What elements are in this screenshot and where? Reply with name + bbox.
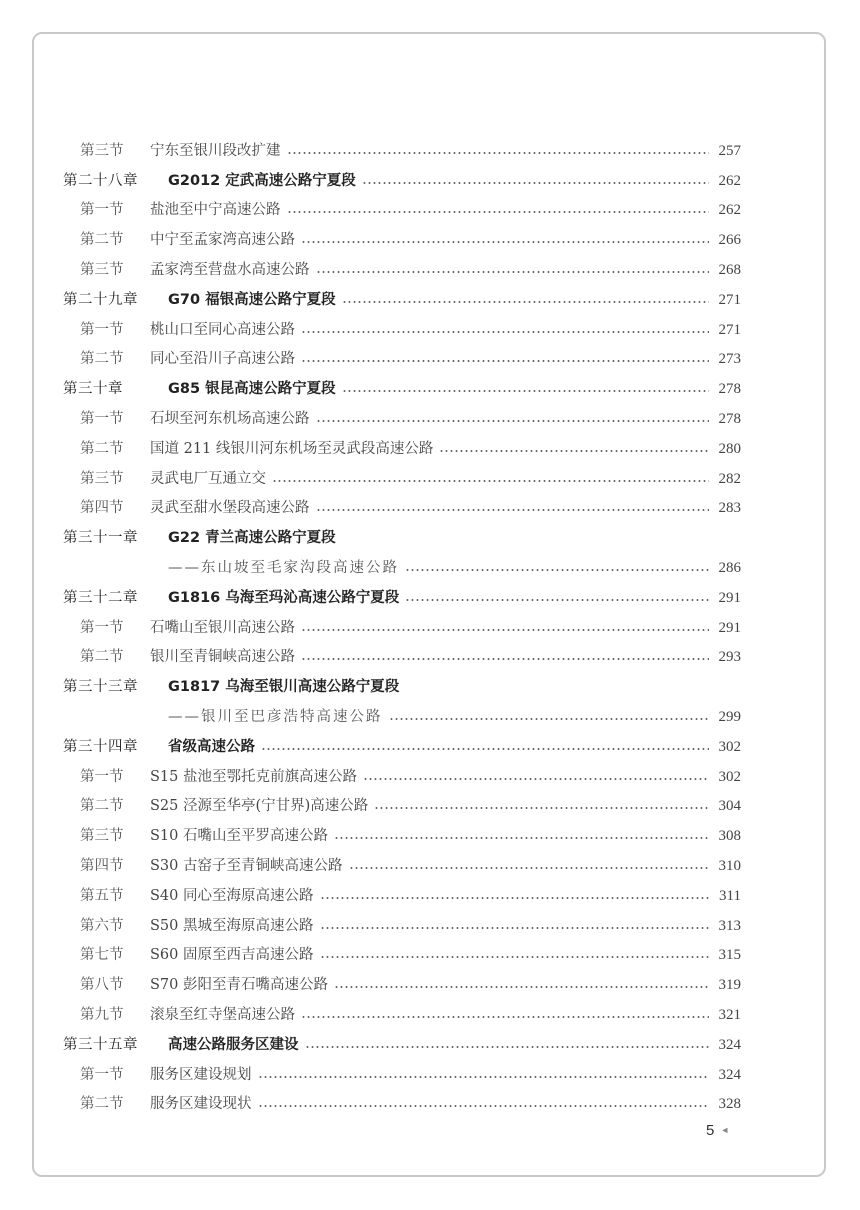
entry-title: S10 石嘴山至平罗高速公路 — [150, 828, 328, 845]
toc-section-entry[interactable] — [63, 130, 741, 160]
entry-label: 第四节 — [80, 500, 124, 517]
toc-section-entry[interactable] — [63, 756, 741, 786]
entry-page-number: 262 — [718, 172, 741, 189]
entry-title: 国道 211 线银川河东机场至灵武段高速公路 — [150, 440, 434, 457]
entry-page-number: 319 — [718, 977, 741, 994]
entry-label: 第五节 — [80, 887, 124, 904]
entry-title: 石坝至河东机场高速公路 — [150, 410, 310, 427]
toc-section-entry[interactable] — [63, 249, 741, 279]
toc-section-entry[interactable] — [63, 1084, 741, 1114]
entry-label: 第三十五章 — [63, 1036, 138, 1053]
entry-page-number: 273 — [718, 351, 741, 368]
entry-page-number: 328 — [718, 1096, 741, 1113]
dot-leader — [405, 598, 709, 602]
toc-section-entry[interactable] — [63, 219, 741, 249]
toc-chapter-entry[interactable] — [63, 368, 741, 398]
entry-label: 第七节 — [80, 947, 124, 964]
dot-leader — [272, 479, 709, 483]
entry-page-number: 280 — [718, 440, 741, 457]
entry-label: 第一节 — [80, 410, 124, 427]
toc-section-entry[interactable] — [63, 1054, 741, 1084]
toc-section-entry[interactable] — [63, 398, 741, 428]
entry-label: 第三节 — [80, 261, 124, 278]
entry-title: G85 银昆高速公路宁夏段 — [168, 381, 336, 398]
toc-section-entry[interactable] — [63, 875, 741, 905]
entry-title: 服务区建设现状 — [150, 1096, 252, 1113]
dot-leader — [334, 836, 709, 840]
entry-label: 第三节 — [80, 470, 124, 487]
entry-title: 桃山口至同心高速公路 — [150, 321, 295, 338]
entry-page-number: 302 — [718, 738, 741, 755]
entry-title: 盐池至中宁高速公路 — [150, 202, 281, 219]
page-footer — [706, 1122, 729, 1139]
entry-label: 第三十一章 — [63, 530, 138, 547]
entry-page-number: 283 — [718, 500, 741, 517]
entry-title: ——东山坡至毛家沟段高速公路 — [168, 559, 399, 576]
entry-title: ——银川至巴彦浩特高速公路 — [168, 708, 383, 725]
entry-page-number: 291 — [718, 619, 741, 636]
entry-title: 中宁至孟家湾高速公路 — [150, 232, 295, 249]
entry-label: 第一节 — [80, 619, 124, 636]
toc-section-entry[interactable] — [63, 637, 741, 667]
entry-title: 灵武电厂互通立交 — [150, 470, 266, 487]
entry-title: S60 固原至西吉高速公路 — [150, 947, 314, 964]
entry-label: 第六节 — [80, 917, 124, 934]
entry-title: 灵武至甜水堡段高速公路 — [150, 500, 310, 517]
dot-leader — [301, 330, 709, 334]
entry-title: 石嘴山至银川高速公路 — [150, 619, 295, 636]
entry-page-number: 324 — [718, 1036, 741, 1053]
toc-chapter-entry[interactable] — [63, 160, 741, 190]
entry-page-number: 321 — [718, 1006, 741, 1023]
dot-leader — [342, 389, 709, 393]
entry-label: 第一节 — [80, 1066, 124, 1083]
dot-leader — [405, 568, 709, 572]
page-number: 5 — [706, 1122, 715, 1139]
toc-section-entry[interactable] — [63, 488, 741, 518]
entry-label: 第二节 — [80, 798, 124, 815]
entry-title: G22 青兰高速公路宁夏段 — [168, 530, 336, 547]
toc-chapter-entry[interactable] — [63, 517, 741, 547]
dot-leader — [405, 687, 709, 691]
dot-leader — [261, 747, 709, 751]
entry-label: 第三十四章 — [63, 738, 138, 755]
entry-title: G2012 定武高速公路宁夏段 — [168, 172, 356, 189]
toc-section-entry[interactable] — [63, 190, 741, 220]
entry-label: 第二节 — [80, 440, 124, 457]
dot-leader — [320, 955, 710, 959]
toc-section-entry[interactable] — [63, 905, 741, 935]
dot-leader — [316, 270, 710, 274]
entry-page-number: 278 — [718, 381, 741, 398]
toc-section-entry[interactable] — [63, 458, 741, 488]
dot-leader — [287, 151, 710, 155]
entry-title: 同心至沿川子高速公路 — [150, 351, 295, 368]
toc-section-entry[interactable] — [63, 786, 741, 816]
entry-label: 第一节 — [80, 768, 124, 785]
table-of-contents — [63, 130, 741, 1113]
entry-title: S30 古窑子至青铜峡高速公路 — [150, 857, 343, 874]
entry-title: S25 泾源至华亭(宁甘界)高速公路 — [150, 798, 369, 815]
dot-leader — [342, 538, 709, 542]
entry-page-number: 304 — [718, 798, 741, 815]
dot-leader — [301, 628, 709, 632]
entry-page-number: 293 — [718, 649, 741, 666]
dot-leader — [305, 1045, 710, 1049]
toc-section-entry[interactable] — [63, 428, 741, 458]
dot-leader — [320, 896, 710, 900]
entry-title: 孟家湾至营盘水高速公路 — [150, 261, 310, 278]
toc-subtitle-entry[interactable] — [63, 696, 741, 726]
entry-label: 第三十二章 — [63, 589, 138, 606]
entry-page-number: 310 — [718, 857, 741, 874]
dot-leader — [301, 657, 709, 661]
entry-page-number: 271 — [718, 291, 741, 308]
entry-label: 第九节 — [80, 1006, 124, 1023]
entry-label: 第三十三章 — [63, 679, 138, 696]
dot-leader — [334, 985, 709, 989]
entry-title: S70 彭阳至青石嘴高速公路 — [150, 977, 328, 994]
entry-title: 服务区建设规划 — [150, 1066, 252, 1083]
entry-title: S50 黑城至海原高速公路 — [150, 917, 314, 934]
toc-section-entry[interactable] — [63, 935, 741, 965]
entry-page-number: 282 — [718, 470, 741, 487]
entry-page-number: 266 — [718, 232, 741, 249]
toc-section-entry[interactable] — [63, 994, 741, 1024]
entry-title: G1817 乌海至银川高速公路宁夏段 — [168, 679, 400, 696]
entry-page-number: 324 — [718, 1066, 741, 1083]
toc-section-entry[interactable] — [63, 815, 741, 845]
entry-label: 第三节 — [80, 828, 124, 845]
entry-label: 第三节 — [80, 142, 124, 159]
entry-page-number: 311 — [719, 887, 741, 904]
entry-title: S15 盐池至鄂托克前旗高速公路 — [150, 768, 357, 785]
toc-chapter-entry[interactable] — [63, 279, 741, 309]
entry-label: 第二节 — [80, 351, 124, 368]
entry-label: 第二节 — [80, 1096, 124, 1113]
dot-leader — [301, 1015, 709, 1019]
toc-section-entry[interactable] — [63, 964, 741, 994]
dot-leader — [320, 926, 710, 930]
dot-leader — [258, 1075, 710, 1079]
toc-chapter-entry[interactable] — [63, 666, 741, 696]
entry-page-number: 302 — [718, 768, 741, 785]
entry-label: 第一节 — [80, 321, 124, 338]
entry-page-number: 313 — [718, 917, 741, 934]
entry-title: 高速公路服务区建设 — [168, 1036, 299, 1053]
entry-title: 宁东至银川段改扩建 — [150, 142, 281, 159]
dot-leader — [258, 1104, 710, 1108]
entry-title: 滚泉至红寺堡高速公路 — [150, 1006, 295, 1023]
entry-label: 第三十章 — [63, 381, 123, 398]
entry-page-number: 299 — [718, 708, 741, 725]
dot-leader — [362, 181, 709, 185]
entry-page-number: 315 — [718, 947, 741, 964]
toc-section-entry[interactable] — [63, 845, 741, 875]
toc-chapter-entry[interactable] — [63, 577, 741, 607]
toc-section-entry[interactable] — [63, 309, 741, 339]
dot-leader — [301, 240, 709, 244]
dot-leader — [389, 717, 710, 721]
entry-page-number: 262 — [718, 202, 741, 219]
entry-page-number: 278 — [718, 410, 741, 427]
entry-page-number: 286 — [718, 559, 741, 576]
dot-leader — [439, 449, 709, 453]
entry-page-number: 271 — [718, 321, 741, 338]
toc-subtitle-entry[interactable] — [63, 547, 741, 577]
toc-section-entry[interactable] — [63, 339, 741, 369]
dot-leader — [374, 806, 709, 810]
entry-page-number: 257 — [718, 142, 741, 159]
entry-label: 第八节 — [80, 977, 124, 994]
dot-leader — [287, 210, 710, 214]
toc-chapter-entry[interactable] — [63, 1024, 741, 1054]
dot-leader — [316, 508, 710, 512]
entry-title: 银川至青铜峡高速公路 — [150, 649, 295, 666]
entry-page-number: 308 — [718, 828, 741, 845]
toc-section-entry[interactable] — [63, 607, 741, 637]
dot-leader — [301, 359, 709, 363]
dot-leader — [342, 300, 709, 304]
arrow-left-icon: ◄ — [720, 1125, 730, 1135]
entry-title: G1816 乌海至玛沁高速公路宁夏段 — [168, 589, 400, 606]
dot-leader — [349, 866, 710, 870]
dot-leader — [363, 777, 709, 781]
entry-label: 第二节 — [80, 649, 124, 666]
entry-page-number: 291 — [718, 589, 741, 606]
entry-label: 第二十九章 — [63, 291, 138, 308]
dot-leader — [316, 419, 710, 423]
entry-label: 第二十八章 — [63, 172, 138, 189]
entry-page-number: 268 — [718, 261, 741, 278]
toc-chapter-entry[interactable] — [63, 726, 741, 756]
entry-title: 省级高速公路 — [168, 738, 255, 755]
entry-label: 第二节 — [80, 232, 124, 249]
entry-title: S40 同心至海原高速公路 — [150, 887, 314, 904]
entry-label: 第四节 — [80, 857, 124, 874]
entry-title: G70 福银高速公路宁夏段 — [168, 291, 336, 308]
entry-label: 第一节 — [80, 202, 124, 219]
